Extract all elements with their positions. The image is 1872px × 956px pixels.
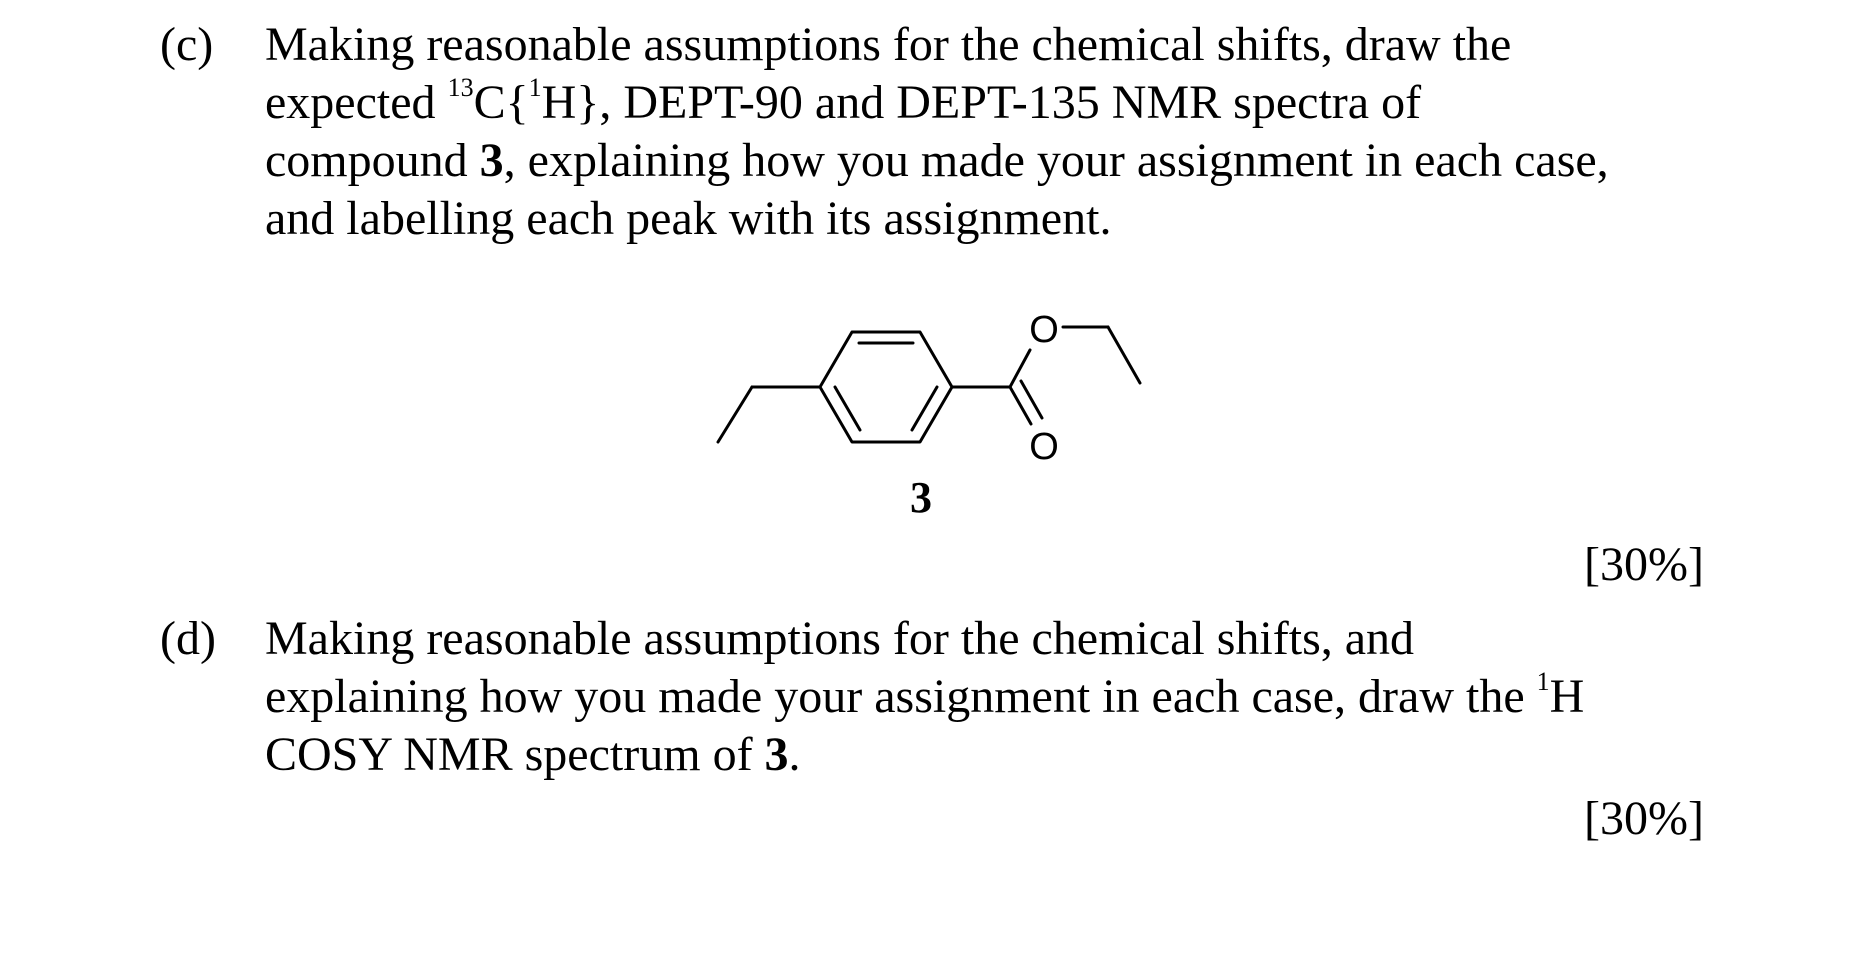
question-c-line-1: Making reasonable assumptions for the chemical shifts, draw the	[265, 18, 1512, 71]
question-d-line-2	[265, 668, 1745, 726]
oxygen-ester-label: O	[1029, 309, 1059, 351]
text-fragment: H	[1549, 670, 1585, 723]
benzene-ring	[820, 332, 952, 442]
compound-3-structure	[700, 300, 1180, 520]
question-c-line-2	[265, 74, 1745, 132]
compound-ref: 3	[479, 134, 504, 187]
text-fragment: H}, DEPT-90 and DEPT-135 NMR spectra of	[541, 76, 1422, 129]
compound-number: 3	[910, 473, 932, 522]
question-d-line-1: Making reasonable assumptions for the chemical shifts, and	[265, 612, 1415, 665]
question-c-text	[265, 16, 1745, 248]
question-c-line-4: and labelling each peak with its assignment.	[265, 192, 1112, 245]
superscript-13: 13	[447, 73, 474, 102]
question-c-marks: [30%]	[1584, 538, 1704, 591]
text-fragment: , explaining how you made your assignment in each case,	[503, 134, 1609, 187]
double-bond-inner	[835, 387, 860, 430]
oxygen-carbonyl-label: O	[1029, 426, 1059, 468]
text-fragment: explaining how you made your assignment in each case, draw the	[265, 670, 1537, 723]
compound-ref: 3	[764, 728, 789, 781]
bond	[1108, 327, 1140, 383]
text-fragment: compound	[265, 134, 480, 187]
question-d	[160, 610, 1720, 790]
double-bond-inner	[912, 387, 937, 430]
question-d-line-3	[265, 726, 1745, 784]
question-d-marks: [30%]	[1584, 792, 1704, 845]
question-c-line-3	[265, 132, 1745, 190]
text-fragment: .	[788, 728, 801, 781]
question-d-label: (d)	[160, 612, 216, 665]
text-fragment: expected	[265, 76, 448, 129]
question-c-label: (c)	[160, 18, 214, 71]
question-c	[160, 16, 1720, 256]
text-fragment: C{	[473, 76, 529, 129]
text-fragment: COSY NMR spectrum of	[265, 728, 765, 781]
superscript-1: 1	[528, 73, 542, 102]
superscript-1: 1	[1536, 667, 1550, 696]
bond	[718, 387, 752, 442]
question-d-text	[265, 610, 1745, 784]
